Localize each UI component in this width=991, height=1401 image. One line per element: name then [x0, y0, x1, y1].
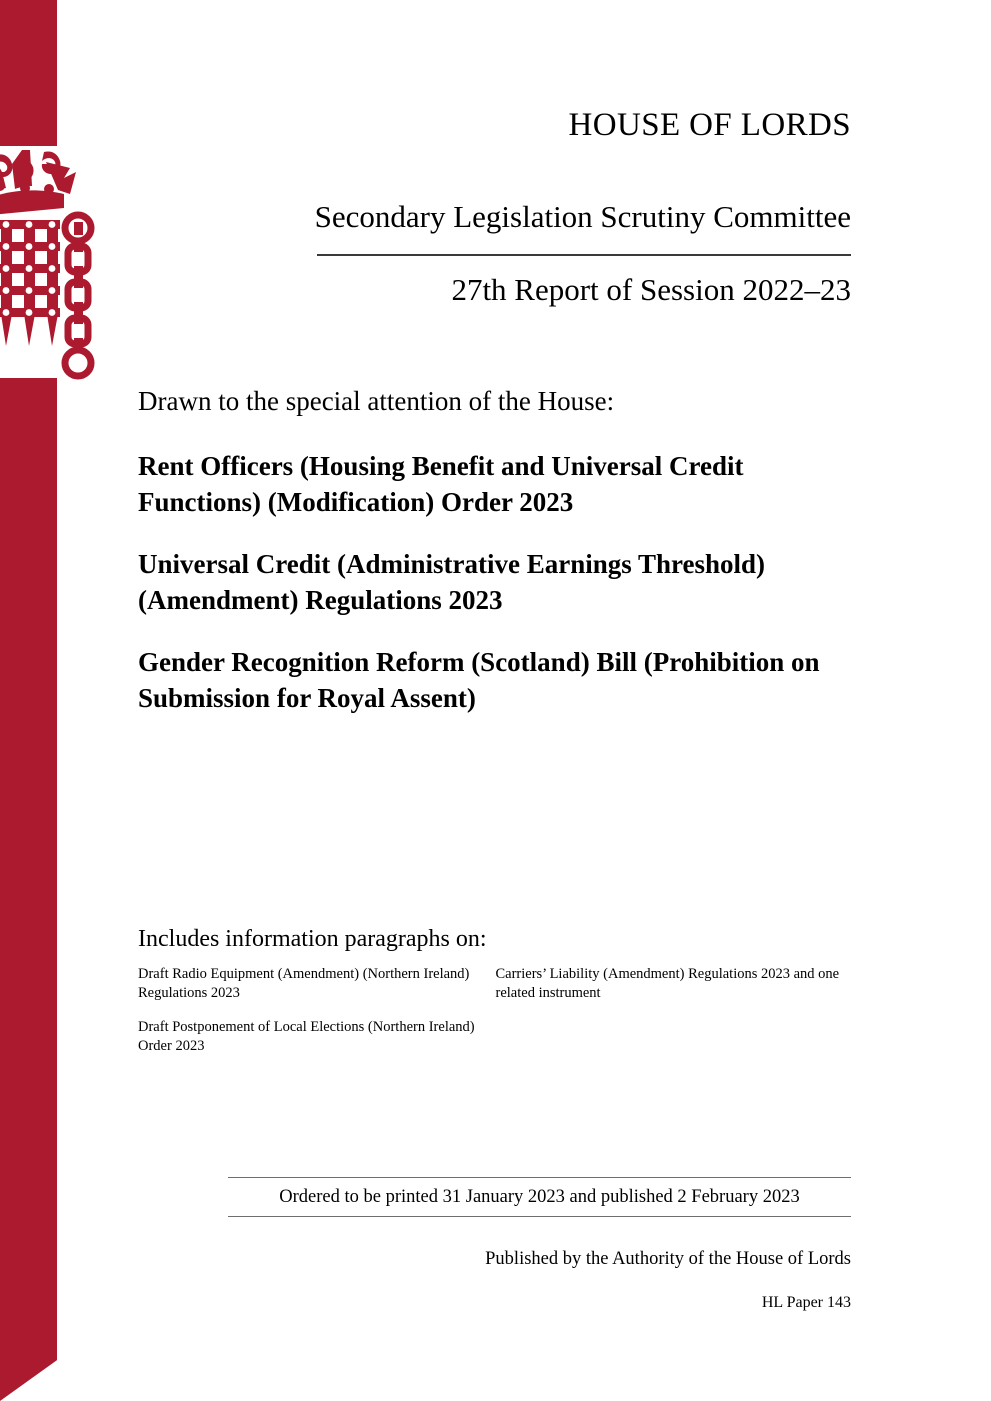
report-session: 27th Report of Session 2022–23	[451, 272, 851, 307]
crowned-portcullis-icon	[0, 142, 112, 382]
includes-column-right	[496, 965, 854, 1056]
special-attention-item: Gender Recognition Reform (Scotland) Bill (Prohibition on Submission for Royal Assent)	[138, 646, 820, 713]
includes-columns	[138, 965, 853, 1056]
special-attention-item: Universal Credit (Administrative Earnings Threshold) (Amendment) Regulations 2023	[138, 548, 766, 615]
published-by-authority: Published by the Authority of the House of Lords	[485, 1249, 851, 1269]
special-attention-item: Rent Officers (Housing Benefit and Universal Credit Functions) (Modification) Order 2023	[138, 451, 744, 517]
drawn-to-attention-intro: Drawn to the special attention of the House:	[138, 386, 615, 416]
house-of-lords-title: HOUSE OF LORDS	[568, 107, 851, 143]
paper-number: HL Paper 143	[761, 1294, 851, 1311]
footer-divider-bottom	[228, 1216, 851, 1217]
includes-column-left	[138, 965, 496, 1056]
includes-heading: Includes information paragraphs on:	[138, 926, 487, 952]
includes-entry: Draft Radio Equipment (Amendment) (Northern Ireland) Regulations 2023	[138, 966, 470, 1002]
includes-entry: Draft Postponement of Local Elections (Northern Ireland) Order 2023	[138, 1018, 475, 1054]
includes-entry: Carriers’ Liability (Amendment) Regulations 2023 and one related instrument	[495, 966, 840, 1002]
special-attention-list	[138, 449, 868, 716]
header-divider	[317, 254, 851, 256]
ordered-to-be-printed: Ordered to be printed 31 January 2023 and published 2 February 2023	[279, 1187, 800, 1207]
committee-name: Secondary Legislation Scrutiny Committee	[314, 199, 851, 234]
footer-divider-top	[228, 1177, 851, 1178]
